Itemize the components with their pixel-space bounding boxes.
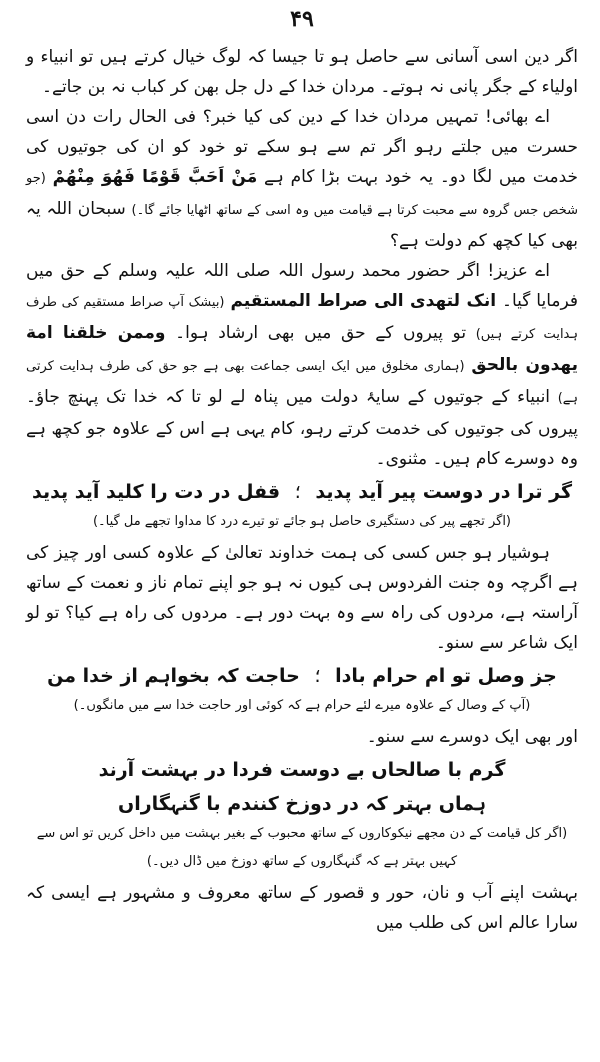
paragraph-5: اور بھی ایک دوسرے سے سنو۔: [366, 727, 578, 747]
arabic-quote-3-gloss: (ہماری مخلوق میں ایک ایسی جماعت بھی ہے جو حق کی طرف ہدایت کرتی ہے): [26, 359, 578, 406]
verse-1-left: قفل در دت را کلید آید پدید: [31, 481, 281, 503]
arabic-quote-2-gloss: (بیشک آپ صراط مستقیم کی طرف ہدایت کرتے ہیں): [26, 295, 578, 342]
verse-2-gloss: (آپ کے وصال کے علاوہ میرے لئے حرام ہے کہ کوئی اور حاجت خدا سے میں مانگوں۔): [73, 698, 531, 713]
page-number: ۴۹: [290, 6, 314, 32]
arabic-quote-1: مَنْ اَحَبَّ قَوْمًا فَهُوَ مِنْهُمْ: [52, 167, 258, 187]
verse-3-line-1: گرم با صالحاں بے دوست فردا در بہشت آرند: [98, 759, 506, 781]
arabic-quote-1-gloss: (جو شخص جس گروہ سے محبت کرتا ہے قیامت میں وہ اسی کے ساتھ اٹھایا جائے گا۔): [26, 171, 578, 218]
arabic-quote-2: انک لتهدی الی صراط المستقیم: [230, 291, 497, 311]
paragraph-1: اگر دین اسی آسانی سے حاصل ہو تا جیسا کہ لوگ خیال کرتے ہیں تو انبیاء و اولیاء کے جگر پانی نہ ہوتے۔ مردان خدا کے دل جل بھن کر کباب نہ بن جاتے۔: [26, 47, 578, 97]
arabic-quote-3: وممن خلقنا امة یهدون بالحق: [26, 323, 578, 375]
verse-1: [26, 476, 578, 508]
paragraph-3-text: اے عزیز! اگر حضور محمد رسول اللہ صلی اللہ علیہ وسلم کے حق میں فرمایا گیا۔: [26, 261, 579, 311]
paragraph-2-end: سبحان اللہ یہ بھی کیا کچھ کم دولت ہے؟: [26, 199, 578, 251]
paragraph-6: بہشت اپنے آب و نان، حور و قصور کے ساتھ معروف و مشہور ہے ایسی کہ سارا عالم اس کی طلب میں: [26, 883, 578, 933]
verse-3-line-2: ہماں بہتر کہ در دوزخ کنندم با گنہگاراں: [118, 793, 486, 815]
verse-1-gloss: (اگر تجھے پیر کی دستگیری حاصل ہو جائے تو تیرے درد کا مداوا تجھے مل گیا۔): [92, 514, 512, 529]
paragraph-2: [26, 102, 578, 256]
verse-2-left: حاجت کہ بخواہم از خدا من: [47, 665, 300, 687]
verse-1-separator: ؛: [294, 481, 301, 503]
verse-1-right: گر ترا در دوست پیر آید پدید: [315, 481, 573, 503]
verse-3-gloss-2: کہیں بہتر ہے کہ گنہگاروں کے ساتھ دوزخ میں ڈال دیں۔): [146, 854, 458, 869]
paragraph-3: [26, 256, 578, 474]
paragraph-3-mid: تو پیروں کے حق میں بھی ارشاد ہوا۔: [175, 323, 467, 343]
paragraph-4: ہوشیار ہو جس کسی کی ہمت خداوند تعالیٰ کے علاوہ کسی اور چیز کی ہے اگرچہ وہ جنت الفردوس ہی کیوں نہ ہو جو اپنے تمام ناز و نعمت کے ساتھ آراستہ ہے، مردوں کی راہ سے وہ بہت دور ہے۔ مردوں کی راہ ہے کیا؟ تو لو ایک شاعر سے سنو۔: [26, 543, 578, 653]
verse-2: [26, 660, 578, 692]
paragraph-3-end: انبیاء کے جوتیوں کے سایۂ دولت میں پناہ لے لو تا کہ خدا تک پہنچ جاؤ۔ پیروں کی جوتیوں کی خدمت کرتے رہو، کام یہی ہے اس کے علاوہ جو کچھ ہے وہ دوسرے کام ہیں۔ مثنوی۔: [26, 387, 578, 469]
verse-2-right: جز وصل تو ام حرام بادا: [335, 665, 557, 687]
verse-2-separator: ؛: [314, 665, 321, 687]
verse-3-gloss-1: (اگر کل قیامت کے دن مجھے نیکوکاروں کے ساتھ محبوب کے بغیر بہشت میں داخل کریں تو اس سے: [36, 826, 568, 841]
paragraph-2-text: اے بھائی! تمہیں مردان خدا کے دین کی کیا خبر؟ فی الحال رات دن اسی حسرت میں جلتے رہو اگر تم سے ہو سکے تو خود کو ان کی جوتیوں کی خدمت میں لگا دو۔ یہ خود بہت بڑا کام ہے: [26, 107, 579, 187]
